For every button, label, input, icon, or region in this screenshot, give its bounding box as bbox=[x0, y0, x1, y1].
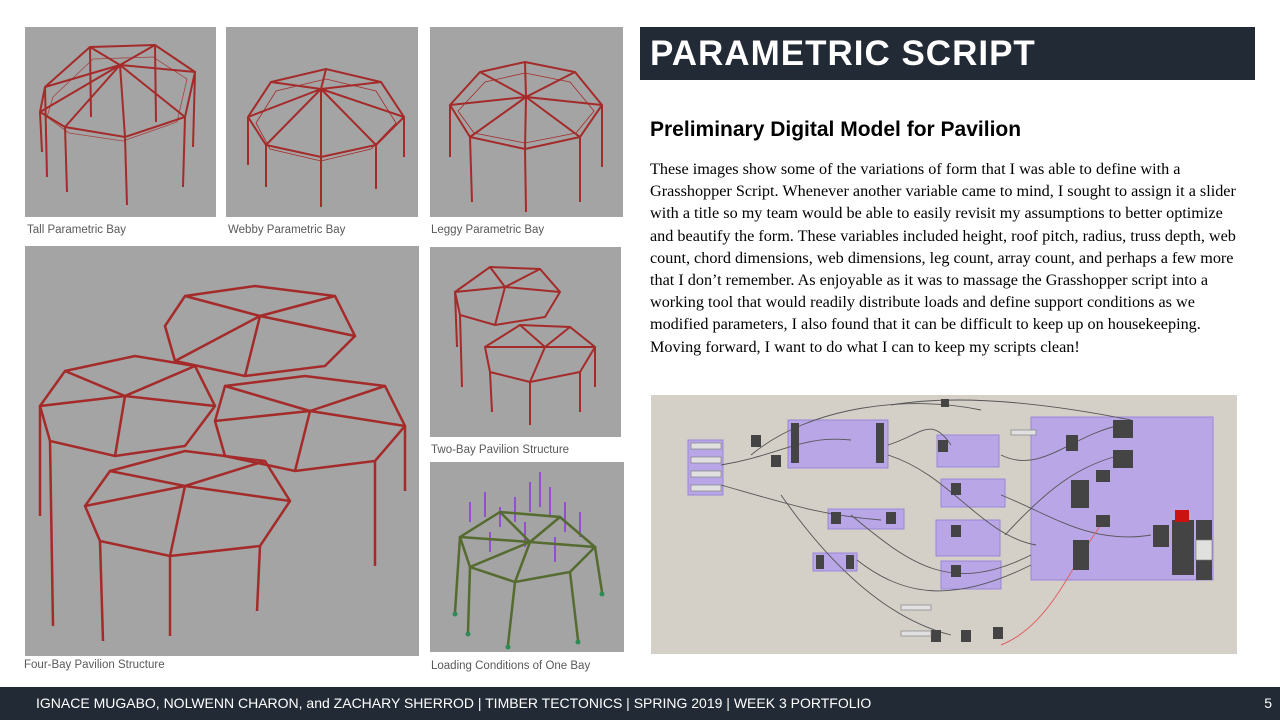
two-bay-image bbox=[430, 247, 621, 437]
two-bay-model bbox=[430, 247, 621, 437]
slide-title: PARAMETRIC SCRIPT bbox=[650, 34, 1036, 73]
grasshopper-canvas bbox=[651, 395, 1237, 654]
leggy-bay-image bbox=[430, 27, 623, 217]
tall-bay-caption: Tall Parametric Bay bbox=[27, 224, 127, 236]
slide-subtitle: Preliminary Digital Model for Pavilion bbox=[650, 118, 1022, 141]
title-bar bbox=[640, 27, 1255, 80]
loading-image bbox=[430, 462, 624, 652]
webby-bay-model bbox=[226, 27, 418, 217]
four-bay-image bbox=[25, 246, 419, 656]
leggy-bay-model bbox=[430, 27, 623, 217]
tall-bay-image bbox=[25, 27, 216, 217]
footer-credits: IGNACE MUGABO, NOLWENN CHARON, and ZACHARY SHERROD | TIMBER TECTONICS | SPRING 2019 | WEEK 3 PORTFOLIO bbox=[36, 695, 872, 711]
loading-model bbox=[430, 462, 624, 652]
four-bay-caption: Four-Bay Pavilion Structure bbox=[24, 659, 165, 671]
page-number: 5 bbox=[1264, 695, 1272, 711]
footer-bar bbox=[0, 687, 1280, 720]
tall-bay-model bbox=[25, 27, 216, 217]
leggy-bay-caption: Leggy Parametric Bay bbox=[431, 224, 545, 236]
loading-caption: Loading Conditions of One Bay bbox=[431, 660, 591, 672]
webby-bay-caption: Webby Parametric Bay bbox=[228, 224, 346, 236]
two-bay-caption: Two-Bay Pavilion Structure bbox=[431, 444, 570, 456]
grasshopper-script-image bbox=[651, 395, 1237, 654]
webby-bay-image bbox=[226, 27, 418, 217]
four-bay-model bbox=[25, 246, 419, 656]
body-paragraph: These images show some of the variations of form that I was able to define with a Grasshopper Script. Whenever another variable came to mind, I sought to assign it a slider with a title so my team would be able to easily revisit my assumptions to better optimize and beautify the form. These variables included height, roof pitch, radius, truss depth, web count, chord dimensions, web dimensions, leg count, array count, and perhaps a few more that I don’t remember. As enjoyable as it was to massage the Grasshopper script into a working tool that would readily distribute loads and define support conditions as we modified parameters, I also found that it can be difficult to keep up on housekeeping. Moving forward, I want to do what I can to keep my scripts clean! bbox=[650, 160, 1236, 356]
